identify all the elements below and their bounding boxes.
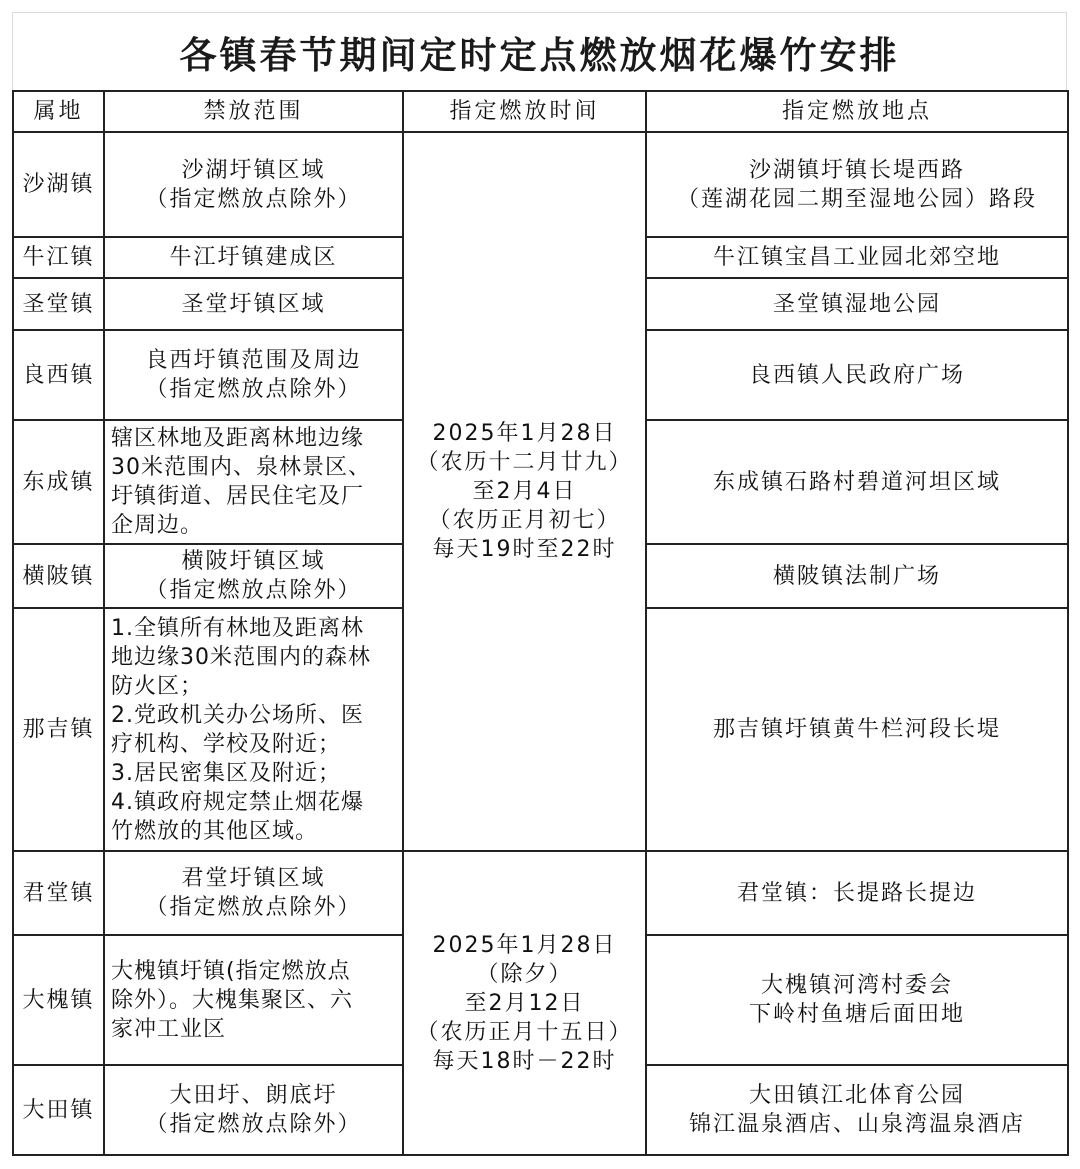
text-line: 大田圩、朗底圩 <box>169 1083 338 1108</box>
text-line: 锦江温泉酒店、山泉湾温泉酒店 <box>688 1112 1025 1137</box>
text-line: （莲湖花园二期至湿地公园）路段 <box>676 186 1037 212</box>
site-cell <box>646 278 1068 330</box>
town-cell: 牛江镇 <box>13 237 104 278</box>
text-line: 横陂镇法制广场 <box>772 563 941 589</box>
text-line: 圣堂镇湿地公园 <box>772 291 941 317</box>
ban-area-cell <box>104 544 403 608</box>
text-line: 2025年1月28日 <box>432 932 617 958</box>
header-row <box>13 91 1068 132</box>
text-line: 君堂镇：长提路长提边 <box>736 880 977 906</box>
header-town: 属地 <box>13 91 104 132</box>
text-line: （指定燃放点除外） <box>145 895 362 920</box>
text-line: 圣堂圩镇区域 <box>181 291 326 317</box>
time-cell <box>403 132 646 851</box>
text-line: 良西镇人民政府广场 <box>748 362 965 388</box>
ban-area-cell <box>104 330 403 420</box>
text-line: （农历正月初七） <box>428 508 621 533</box>
site-cell <box>646 608 1068 851</box>
text-line: 30米范围内、泉林景区、 <box>111 455 371 480</box>
text-line: 2025年1月28日 <box>432 421 617 446</box>
notice-sheet <box>12 12 1067 1157</box>
ban-area-cell <box>104 132 403 237</box>
town-cell: 大田镇 <box>13 1065 104 1155</box>
document-title: 各镇春节期间定时定点燃放烟花爆竹安排 <box>12 12 1067 90</box>
town-cell: 沙湖镇 <box>13 132 104 237</box>
header-ban-area: 禁放范围 <box>104 91 403 132</box>
site-cell <box>646 935 1068 1065</box>
text-line: （农历十二月廿九） <box>416 450 633 475</box>
text-line: 沙湖镇圩镇长堤西路 <box>748 157 965 183</box>
text-line: 牛江圩镇建成区 <box>169 245 338 270</box>
header-site: 指定燃放地点 <box>646 91 1068 132</box>
text-line: 2.党政机关办公场所、医 <box>111 702 364 728</box>
text-line: 4.镇政府规定禁止烟花爆 <box>111 789 364 815</box>
site-cell <box>646 237 1068 278</box>
town-cell: 大槐镇 <box>13 935 104 1065</box>
text-line: 东成镇石路村碧道河坦区域 <box>712 469 1001 495</box>
time-cell <box>403 851 646 1155</box>
site-cell <box>646 420 1068 544</box>
schedule-table <box>12 90 1069 1156</box>
text-line: 大槐镇河湾村委会 <box>760 973 953 998</box>
text-line: 每天19时至22时 <box>432 537 617 562</box>
text-line: 竹燃放的其他区域。 <box>111 818 319 844</box>
ban-area-cell <box>104 420 403 544</box>
text-line: 牛江镇宝昌工业园北郊空地 <box>712 245 1001 270</box>
site-cell <box>646 330 1068 420</box>
ban-area-cell <box>104 278 403 330</box>
text-line: 君堂圩镇区域 <box>181 866 326 891</box>
text-line: 大槐镇圩镇(指定燃放点 <box>111 958 351 984</box>
text-line: 防火区； <box>111 673 204 699</box>
text-line: 辖区林地及距离林地边缘 <box>111 426 365 451</box>
text-line: 至2月4日 <box>472 479 577 504</box>
text-line: 良西圩镇范围及周边 <box>145 348 362 373</box>
text-line: 3.居民密集区及附近； <box>111 760 341 786</box>
text-line: 疗机构、学校及附近； <box>111 731 342 757</box>
schedule-table-body <box>13 91 1068 1155</box>
site-cell <box>646 544 1068 608</box>
text-line: 圩镇街道、居民住宅及厂 <box>111 484 365 509</box>
site-cell <box>646 132 1068 237</box>
text-line: 下岭村鱼塘后面田地 <box>748 1002 965 1027</box>
town-cell: 良西镇 <box>13 330 104 420</box>
text-line: 地边缘30米范围内的森林 <box>111 644 371 670</box>
header-time: 指定燃放时间 <box>403 91 646 132</box>
town-cell: 横陂镇 <box>13 544 104 608</box>
ban-area-cell <box>104 851 403 935</box>
town-cell: 圣堂镇 <box>13 278 104 330</box>
town-cell: 那吉镇 <box>13 608 104 851</box>
text-line: （指定燃放点除外） <box>145 1112 362 1137</box>
ban-area-cell <box>104 237 403 278</box>
text-line: （指定燃放点除外） <box>145 578 362 603</box>
text-line: 沙湖圩镇区域 <box>181 157 326 183</box>
text-line: 横陂圩镇区域 <box>181 549 326 574</box>
site-cell <box>646 851 1068 935</box>
town-cell: 东成镇 <box>13 420 104 544</box>
text-line: 1.全镇所有林地及距离林 <box>111 615 364 641</box>
text-line: （指定燃放点除外） <box>145 186 362 212</box>
table-row <box>13 851 1068 935</box>
table-row <box>13 132 1068 237</box>
site-cell <box>646 1065 1068 1155</box>
text-line: 企周边。 <box>111 513 204 538</box>
text-line: （除夕） <box>476 961 573 987</box>
text-line: 那吉镇圩镇黄牛栏河段长堤 <box>712 717 1001 742</box>
text-line: （农历正月十五日） <box>416 1019 633 1045</box>
text-line: 至2月12日 <box>464 990 585 1016</box>
text-line: 除外）。大槐集聚区、六 <box>111 987 354 1013</box>
town-cell: 君堂镇 <box>13 851 104 935</box>
ban-area-cell <box>104 935 403 1065</box>
ban-area-cell <box>104 608 403 851</box>
ban-area-cell <box>104 1065 403 1155</box>
text-line: 家冲工业区 <box>111 1016 227 1042</box>
text-line: （指定燃放点除外） <box>145 377 362 402</box>
text-line: 大田镇江北体育公园 <box>748 1083 965 1108</box>
text-line: 每天18时－22时 <box>432 1048 617 1074</box>
